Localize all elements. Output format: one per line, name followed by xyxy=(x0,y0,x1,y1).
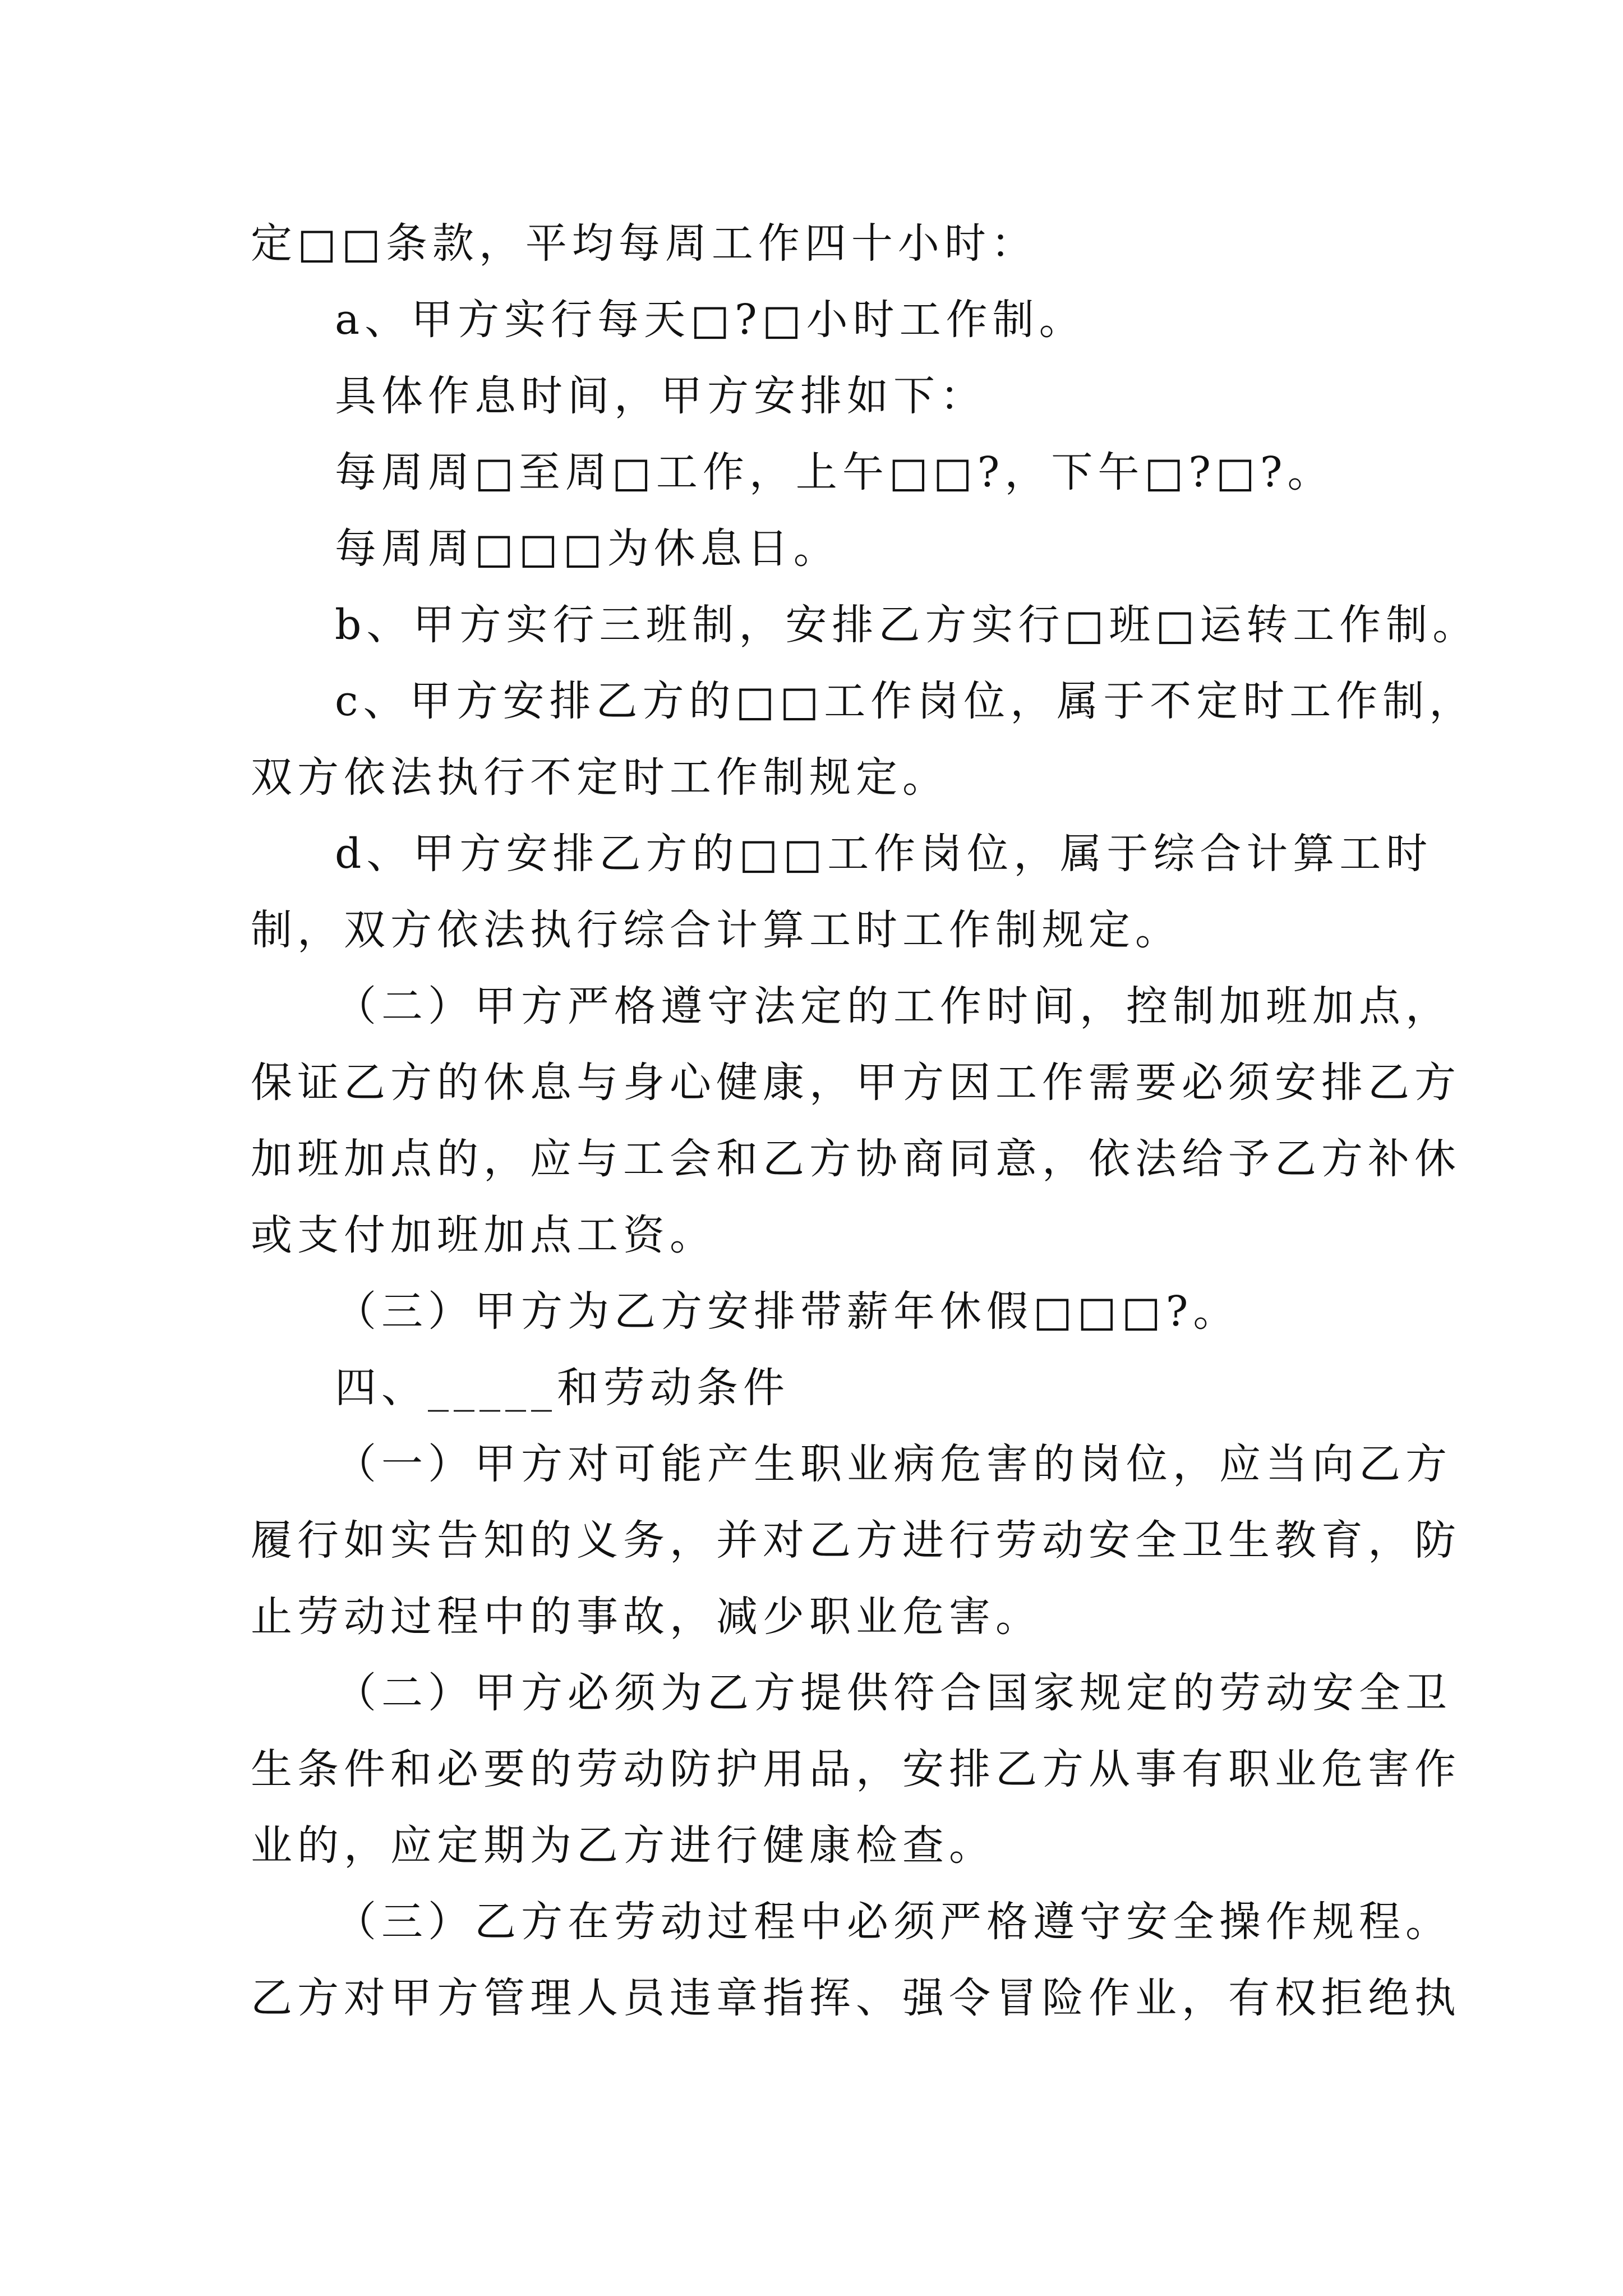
text-line: 或支付加班加点工资。 xyxy=(251,1211,716,1259)
text-line: 乙方对甲方管理人员违章指挥、强令冒险作业，有权拒绝执 xyxy=(251,1974,1461,2022)
text-line: （二）甲方必须为乙方提供符合国家规定的劳动安全卫 xyxy=(335,1669,1452,1717)
text-line: 每周周□至周□工作，上午□□?，下午□?□?。 xyxy=(335,448,1334,496)
text-line: （三）乙方在劳动过程中必须严格遵守安全操作规程。 xyxy=(335,1898,1452,1946)
text-line: a、甲方实行每天□?□小时工作制。 xyxy=(335,296,1086,344)
text-line: 止劳动过程中的事故，减少职业危害。 xyxy=(251,1593,1042,1641)
text-line: 双方依法执行不定时工作制规定。 xyxy=(251,753,949,802)
text-line: 业的，应定期为乙方进行健康检查。 xyxy=(251,1821,995,1870)
text-line: （一）甲方对可能产生职业病危害的岗位，应当向乙方 xyxy=(335,1440,1452,1488)
text-line: 保证乙方的休息与身心健康，甲方因工作需要必须安排乙方 xyxy=(251,1059,1461,1107)
text-line: d、甲方安排乙方的□□工作岗位，属于综合计算工时 xyxy=(335,830,1433,878)
text-line: 加班加点的，应与工会和乙方协商同意，依法给予乙方补休 xyxy=(251,1135,1461,1183)
text-line: 具体作息时间，甲方安排如下： xyxy=(335,372,986,420)
text-line: 生条件和必要的劳动防护用品，安排乙方从事有职业危害作 xyxy=(251,1745,1461,1793)
text-line: 制，双方依法执行综合计算工时工作制规定。 xyxy=(251,906,1182,954)
text-line: b、甲方实行三班制，安排乙方实行□班□运转工作制。 xyxy=(335,601,1479,649)
text-line: 每周周□□□为休息日。 xyxy=(335,524,840,573)
text-line: （三）甲方为乙方安排带薪年休假□□□?。 xyxy=(335,1287,1240,1336)
text-line: （二）甲方严格遵守法定的工作时间，控制加班加点， xyxy=(335,982,1452,1030)
section-heading: 四、_____和劳动条件 xyxy=(335,1364,790,1412)
text-line: 履行如实告知的义务，并对乙方进行劳动安全卫生教育，防 xyxy=(251,1516,1461,1565)
text-line: 定□□条款，平均每周工作四十小时： xyxy=(251,219,1038,268)
text-line: c、甲方安排乙方的□□工作岗位，属于不定时工作制， xyxy=(335,677,1476,725)
